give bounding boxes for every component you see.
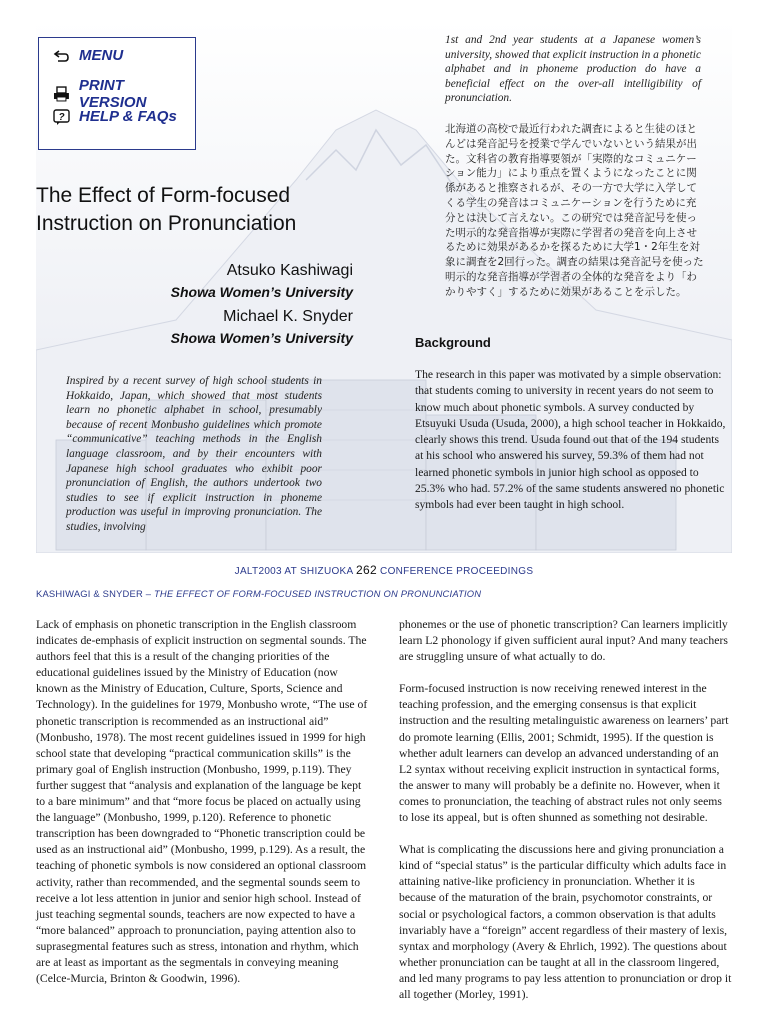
menu-label: MENU xyxy=(79,47,124,64)
menu-link[interactable] xyxy=(53,47,123,64)
running-header-title: THE EFFECT OF FORM-FOCUSED INSTRUCTION ON PRONUNCIATION xyxy=(153,588,482,599)
page-number: 262 xyxy=(356,563,377,577)
body-column-left xyxy=(36,617,372,1003)
body-paragraph: What is complicating the discussions here and giving pronunciation a kind of “special status” is the particular difficulty which adults face in attaining native-like proficiency in pronunciation. Whether it is because of the maturation of the brain, psychomotor constraints, or social or psychological factors, a common observation is that adults invariably have a “foreign” accent regardless of their mastery of lexis, syntax and morphology (Avery & Ehrlich, 1992). The questions about whether pronunciation can be taught at all in the classroom lingered, and led many programs to pay less attention to pronunciation or drop it all together (Morley, 1991). xyxy=(399,843,732,1001)
help-faqs-link[interactable] xyxy=(53,108,177,125)
background-paragraph: The research in this paper was motivated by a simple observation: that students coming to university in recent years do not seem to know much about phonetic symbols. A survey conducted by Etsuyuki Usuda (Usuda, 2000), a high school teacher in Hokkaido, clearly shows this trend. Usuda found out that of the 194 students at his school who answered his survey, 59.3% of them had not learned phonetic symbols in junior high school as opposed to 25.3% who had. 57.2% of the same students answered no phonetic symbols had ever been taught in high school. xyxy=(415,368,726,512)
body-paragraph: Form-focused instruction is now receiving renewed interest in the teaching profession, and the emerging consensus is that explicit instruction and the resulting metalinguistic awareness on learners’ part do promote learning (Ellis, 2001; Schmidt, 1995). If the question is whether adult learners can develop an advanced understanding of an L2 syntax without receiving explicit instruction in syntactical forms, the answer to many will probably be a definite no. However, when it comes to pronunciation, the teaching of abstract rules not only seems to lose its appeal, but is often shunned as something not desirable. xyxy=(399,682,729,825)
body-column-right xyxy=(399,617,733,1019)
article-title: The Effect of Form-focused Instruction on Pronunciation xyxy=(36,184,297,235)
svg-text:?: ? xyxy=(58,111,65,123)
proceedings-prefix: JALT2003 AT SHIZUOKA xyxy=(234,566,353,577)
proceedings-suffix: CONFERENCE PROCEEDINGS xyxy=(380,566,534,577)
author-affiliation: Showa Women’s University xyxy=(170,284,353,300)
author-name: Atsuko Kashiwagi xyxy=(226,262,353,279)
help-faqs-label: HELP & FAQs xyxy=(79,108,177,125)
back-arrow-icon xyxy=(53,48,71,64)
author-affiliation: Showa Women’s University xyxy=(170,330,353,346)
body-paragraph: Lack of emphasis on phonetic transcription in the English classroom indicates de-emphasis of explicit instruction on segmental sounds. The authors feel that this is a result of the changing priorities of the educational guidelines issued by the Ministry of Education (now known as the Ministry of Education, Culture, Sports, Science and Technology). In the guidelines for 1979, Monbusho wrote, “The use of phonetic transcription is recommended as an instructional aid” (Monbusho, 1978). The most recent guidelines issued in 1999 for high school state that developing “practical communication skills” is the primary goal of English instruction (Monbusho, 1999, p.119). They further suggest that “analysis and explanation of the language be kept to a bare minimum” and that “more focus be placed on actually using the language” (Monbusho, 1999, p.120). Reference to phonetic transcription has been downgraded to “Phonetic transcription could be used as an instructional aid” (Monbusho, 1999, p.129). As a result, the teaching of phonetic symbols is now considered an optional classroom activity, rather than recommended, and the segmental sounds seem to receive a lot less attention in junior and senior high school. Instead of just teaching segmental sounds, teachers are now expected to have a “more balanced” approach to pronunciation, paying attention also to suprasegmental features such as stress, intonation and rhythm, which are at least as important as the segmentals in conveying meaning (Celce-Murcia, Brinton & Goodwin, 1996). xyxy=(36,618,368,986)
running-header xyxy=(36,588,481,599)
abstract-english-part1: Inspired by a recent survey of high school students in Hokkaido, Japan, which showed that most students learn no phonetic alphabet in school, presumably because of recent Monbusho guidelines which promote “communicative” teaching methods in the English language classroom, and by their encounters with Japanese high school graduates who exhibit poor pronunciation of English, the authors undertook two studies to see if explicit instruction in phoneme production was useful in improving pronunciation. The studies, involving xyxy=(66,375,322,533)
abstract-japanese: 北海道の高校で最近行われた調査によると生徒のほとんどは発音記号を授業で学んでいないという結果が出た。文科省の教育指導要領が「実際的なコミュニケーション能力」により重点を置くようになったことに関係があると推察されるが、その一方で大学に入学してくる学生の発音はコミュニケーションを行うために充分とは決して言えない。この研究では発音記号を使った明示的な発音指導が実際に学習者の発音を向上させるために効果があるかを探るために大学1・2年生を対象に調査を2回行った。調査の結果は発音記号を使った明示的な発音指導が学習者の全体的な発音をより「わかりやすく」するために効果があることを示した。 xyxy=(445,123,704,298)
print-version-link[interactable] xyxy=(53,77,195,111)
navigation-box xyxy=(38,37,196,150)
proceedings-footer xyxy=(0,563,768,577)
abstract-english-part2: 1st and 2nd year students at a Japanese women’s university, showed that explicit instruction in a phonetic alphabet and in phoneme production do have a beneficial effect on the over-all intelligibility of pronunciation. xyxy=(445,34,701,105)
running-header-authors: KASHIWAGI & SNYDER – xyxy=(36,588,154,599)
print-version-label: PRINT VERSION xyxy=(78,77,147,111)
printer-icon xyxy=(53,86,71,102)
body-paragraph: phonemes or the use of phonetic transcription? Can learners implicitly learn L2 phonology if given sufficient aural input? And many teachers are struggling unsure of what actually to do. xyxy=(399,618,728,664)
author-name: Michael K. Snyder xyxy=(223,308,353,325)
help-icon xyxy=(53,109,71,125)
background-heading: Background xyxy=(415,335,491,350)
